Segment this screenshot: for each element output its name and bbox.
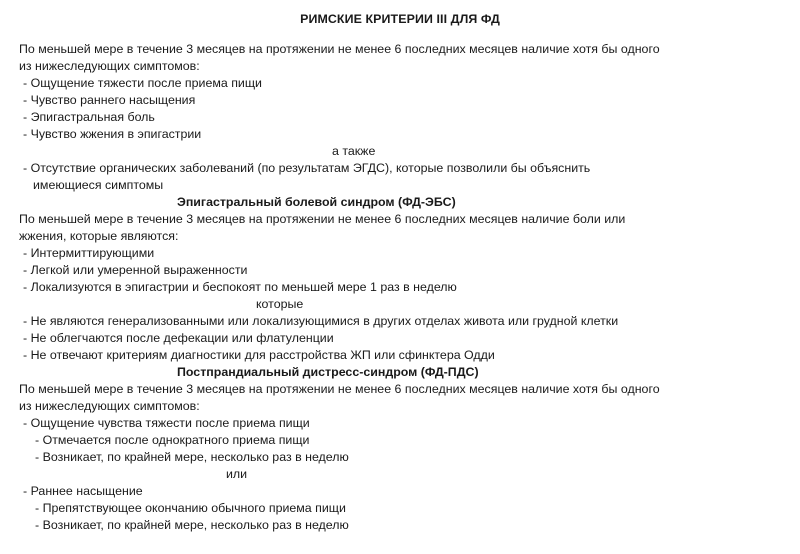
general-intro-line1: По меньшей мере в течение 3 месяцев на протяжении не менее 6 последних месяцев наличие хотя бы одного bbox=[19, 42, 660, 56]
general-symptom: - Эпигастральная боль bbox=[23, 110, 155, 124]
pds-heading: Постпрандиальный дистресс-синдром (ФД-ПДС) bbox=[177, 365, 479, 379]
pds-intro-line2: из нижеследующих симптомов: bbox=[19, 399, 200, 413]
eps-heading: Эпигастральный болевой синдром (ФД-ЭБС) bbox=[177, 195, 456, 209]
or-connector: или bbox=[226, 467, 248, 481]
eps-intro-line1: По меньшей мере в течение 3 месяцев на протяжении не менее 6 последних месяцев наличие боли или bbox=[19, 212, 626, 226]
eps-item: - Легкой или умеренной выраженности bbox=[23, 263, 248, 277]
eps-item: - Интермиттирующими bbox=[23, 246, 155, 260]
also-connector: а также bbox=[332, 144, 376, 158]
eps-intro-line2: жжения, которые являются: bbox=[19, 229, 179, 243]
pds-intro-line1: По меньшей мере в течение 3 месяцев на протяжении не менее 6 последних месяцев наличие хотя бы одного bbox=[19, 382, 660, 396]
pds-subitem: - Отмечается после однократного приема пищи bbox=[35, 433, 310, 447]
general-exclusion-line1: - Отсутствие органических заболеваний (по результатам ЭГДС), которые позволили бы объяснить bbox=[23, 161, 591, 175]
pds-subitem: - Препятствующее окончанию обычного приема пищи bbox=[35, 501, 346, 515]
general-symptom: - Ощущение тяжести после приема пищи bbox=[23, 76, 262, 90]
pds-subitem: - Возникает, по крайней мере, несколько раз в неделю bbox=[35, 518, 349, 532]
pds-subitem: - Возникает, по крайней мере, несколько раз в неделю bbox=[35, 450, 349, 464]
general-intro-line2: из нижеследующих симптомов: bbox=[19, 59, 200, 73]
pds-item: - Раннее насыщение bbox=[23, 484, 143, 498]
general-symptom: - Чувство раннего насыщения bbox=[23, 93, 196, 107]
eps-item: - Локализуются в эпигастрии и беспокоят по меньшей мере 1 раз в неделю bbox=[23, 280, 457, 294]
pds-item: - Ощущение чувства тяжести после приема пищи bbox=[23, 416, 310, 430]
eps-item: - Не являются генерализованными или локализующимися в других отделах живота или грудной клетки bbox=[23, 314, 619, 328]
eps-item: - Не облегчаются после дефекации или флатуленции bbox=[23, 331, 334, 345]
which-connector: которые bbox=[256, 297, 304, 311]
general-symptom: - Чувство жжения в эпигастрии bbox=[23, 127, 202, 141]
page-title: РИМСКИЕ КРИТЕРИИ III ДЛЯ ФД bbox=[300, 12, 500, 26]
general-exclusion-line2: имеющиеся симптомы bbox=[33, 178, 164, 192]
eps-item: - Не отвечают критериям диагностики для расстройства ЖП или сфинктера Одди bbox=[23, 348, 495, 362]
